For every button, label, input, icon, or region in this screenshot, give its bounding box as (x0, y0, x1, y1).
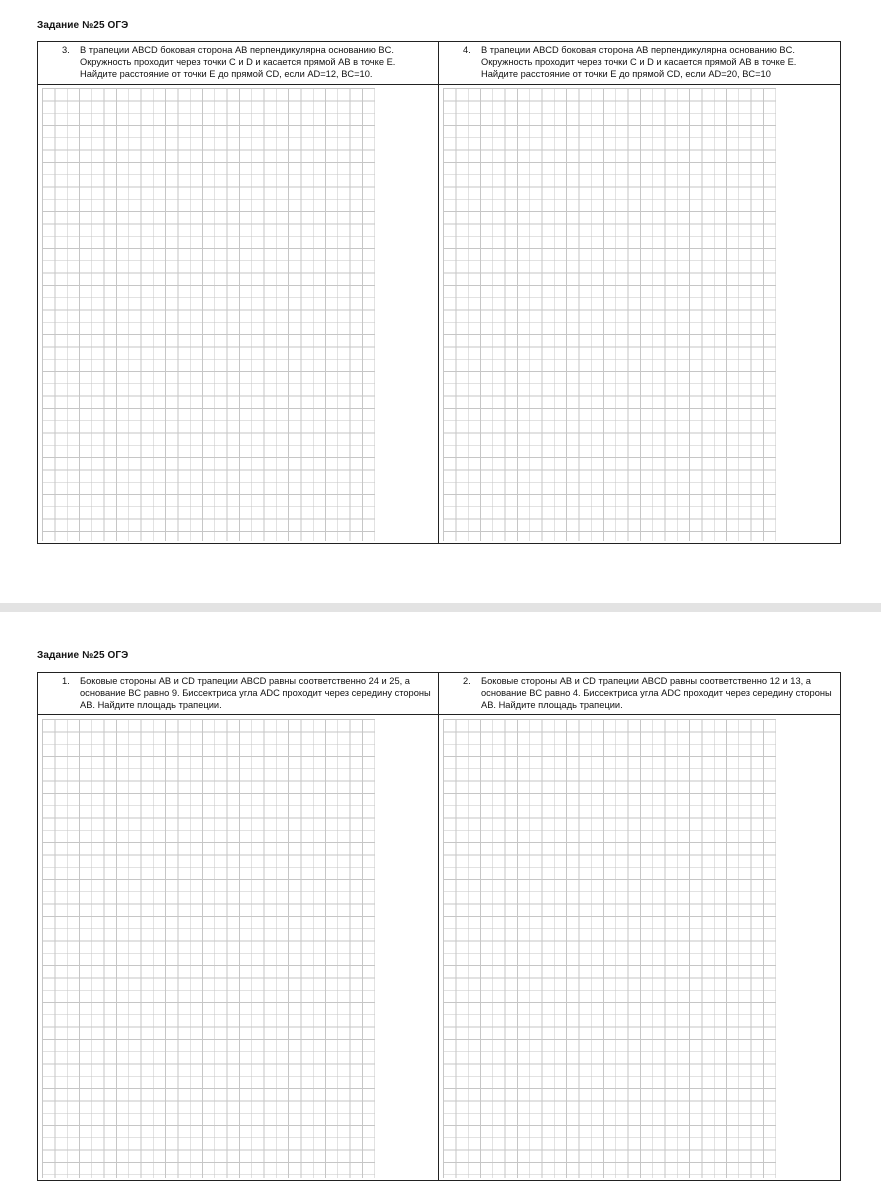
worksheet-bottom (0, 612, 881, 1200)
tasks-table (37, 672, 841, 1181)
task-number: 3. (62, 45, 70, 55)
task-statement (439, 42, 840, 85)
task-statement (38, 673, 438, 715)
task-cell (38, 42, 439, 543)
worksheet-heading: Задание №25 ОГЭ (37, 20, 129, 31)
grid-work-area (443, 88, 776, 541)
task-cell (439, 673, 840, 1180)
page-separator (0, 603, 881, 612)
task-text: В трапеции ABCD боковая сторона AB перпендикулярна основанию BC. Окружность проходит через точки C и D и касается прямой AB в точке E. Найдите расстояние от точки E до прямой CD, если AD=12, BC=10. (80, 45, 396, 80)
task-statement (38, 42, 438, 85)
tasks-table (37, 41, 841, 544)
task-cell (439, 42, 840, 543)
task-text: В трапеции ABCD боковая сторона AB перпендикулярна основанию BC. Окружность проходит через точки C и D и касается прямой AB в точке E. Найдите расстояние от точки E до прямой CD, если AD=20, BC=10 (481, 45, 797, 80)
task-statement (439, 673, 840, 715)
task-number: 2. (463, 676, 471, 686)
grid-work-area (42, 719, 375, 1178)
grid-work-area (42, 88, 375, 541)
grid-work-area (443, 719, 776, 1178)
task-text: Боковые стороны AB и CD трапеции ABCD равны соответственно 24 и 25, а основание BC равно 9. Биссектриса угла ADC проходит через середину стороны AB. Найдите площадь трапеции. (80, 676, 431, 711)
task-text: Боковые стороны AB и CD трапеции ABCD равны соответственно 12 и 13, а основание BC равно 4. Биссектриса угла ADC проходит через середину стороны AB. Найдите площадь трапеции. (481, 676, 832, 711)
task-number: 1. (62, 676, 70, 686)
worksheet-heading: Задание №25 ОГЭ (37, 650, 129, 661)
task-number: 4. (463, 45, 471, 55)
task-cell (38, 673, 439, 1180)
